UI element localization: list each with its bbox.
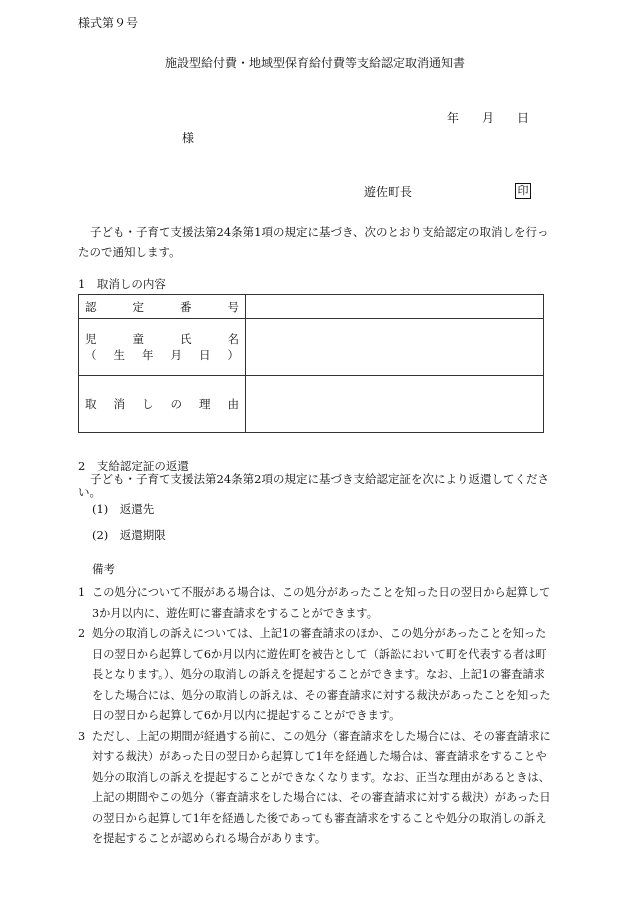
section2-heading: 2 支給認定証の返還	[78, 459, 189, 473]
date-year-label: 年	[447, 111, 460, 125]
reason-value[interactable]	[246, 376, 544, 433]
cancellation-details-table	[78, 294, 544, 433]
cert-number-value[interactable]	[246, 295, 544, 319]
remark-note	[78, 727, 554, 850]
form-number: 様式第９号	[78, 16, 139, 30]
child-name-label: 児 童 氏 名	[85, 332, 239, 346]
issuer-name: 遊佐町長	[364, 185, 413, 199]
birthdate-label: （ 生 年 月 日 ）	[85, 348, 239, 362]
child-name-value[interactable]	[246, 319, 544, 376]
remark-note	[78, 624, 554, 727]
date-day-label: 日	[517, 111, 530, 125]
remark-text: 処分の取消しの訴えについては、上記1の審査請求のほか、この処分があったことを知った日の翌日から起算して6か月以内に遊佐町を被告として（訴訟において町を代表する者は町長となります。）、処分の取消しの訴えを提起することができます。なお、上記1の審査請求をした場合には、処分の取消しの訴えは、その審査請求に対する裁決があったことを知った日の翌日から起算して6か月以内に提起することができます。	[92, 627, 551, 722]
reason-label: 取 消 し の 理 由	[85, 397, 239, 411]
table-row	[79, 319, 544, 376]
remarks-heading: 備考	[92, 562, 115, 576]
reason-label-cell	[79, 376, 246, 433]
seal-mark: 印	[515, 183, 531, 199]
remarks-notes	[78, 583, 554, 850]
table-row	[79, 376, 544, 433]
child-name-label-cell	[79, 319, 246, 376]
section1-heading: 1 取消しの内容	[78, 277, 166, 291]
addressee-suffix: 様	[182, 131, 195, 145]
cert-number-label: 認 定 番 号	[85, 299, 239, 314]
intro-paragraph: 子ども・子育て支援法第24条第1項の規定に基づき、次のとおり支給認定の取消しを行ったので通知します。	[78, 225, 549, 259]
remark-number: 2	[78, 627, 86, 640]
date-month-label: 月	[482, 111, 495, 125]
table-row	[79, 295, 544, 319]
section2-body: 子ども・子育て支援法第24条第2項の規定に基づき支給認定証を次により返還してください。	[78, 472, 549, 499]
document-title: 施設型給付費・地域型保育給付費等支給認定取消通知書	[164, 56, 465, 70]
return-deadline-item: (2) 返還期限	[92, 528, 166, 542]
remark-number: 3	[78, 729, 86, 743]
remark-note	[78, 583, 554, 624]
cert-number-label-cell	[79, 295, 246, 319]
return-destination-item: (1) 返還先	[92, 502, 155, 516]
remark-text: ただし、上記の期間が経過する前に、この処分（審査請求をした場合には、その審査請求に対する裁決）があった日の翌日から起算して1年を経過した場合は、審査請求をすることや処分の取消しの訴えを提起することができなくなります。なお、正当な理由があるときは、上記の期間やこの処分（審査請求をした場合には、その審査請求に対する裁決）があった日の翌日から起算して1年を経過した後であっても審査請求をすることや処分の取消しの訴えを提起することが認められる場合があります。	[92, 729, 551, 845]
remark-text: この処分について不服がある場合は、この処分があったことを知った日の翌日から起算して3か月以内に、遊佐町に審査請求をすることができます。	[92, 586, 551, 620]
remark-number: 1	[78, 586, 86, 599]
